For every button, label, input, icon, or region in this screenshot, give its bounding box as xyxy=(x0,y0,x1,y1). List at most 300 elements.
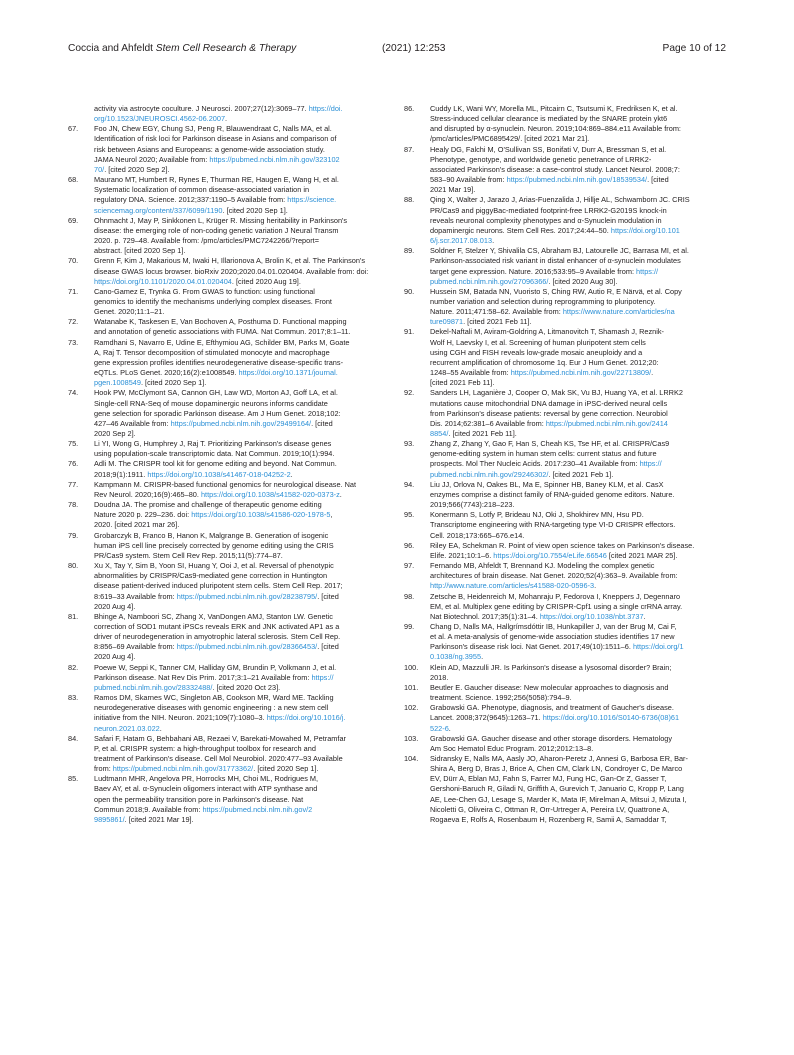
reference-link[interactable]: https://pubmed.ncbi.nlm.nih.gov/31773362/ xyxy=(112,764,254,774)
reference-number: 96. xyxy=(404,540,415,550)
reference-text-run: reveals neuronal complexity phenotypes and α-Synuclein modulation in xyxy=(430,215,662,225)
reference-link[interactable]: neuron.2021.03.022 xyxy=(94,723,160,733)
reference-line xyxy=(430,124,728,134)
reference-line xyxy=(94,206,392,216)
reference-number: 98. xyxy=(404,591,415,601)
reference-text-run: . [cited 2020 Aug 30]. xyxy=(548,276,618,286)
reference-item xyxy=(404,734,728,754)
reference-line xyxy=(430,419,728,429)
reference-line xyxy=(430,510,728,520)
reference-text-run: Rogaeva E, Rolfs A, Rosenbaum H, Rozenberg R, Samii A, Samaddar T, xyxy=(430,814,667,824)
reference-text-run: 2020. p. 729–48. Available from: /pmc/articles/PMC7242266/?report= xyxy=(94,236,320,246)
year-volume: (2021) 12:253 xyxy=(382,43,446,54)
reference-text xyxy=(94,317,392,337)
reference-text-run: regulatory DNA. Science. 2012;337:1190–5 Available from: xyxy=(94,195,288,205)
reference-line xyxy=(94,104,392,114)
reference-text-run: 2020. [cited 2021 mar 26]. xyxy=(94,520,180,530)
reference-item xyxy=(404,287,728,328)
reference-number: 83. xyxy=(68,693,79,703)
reference-text-run: Parkinson's disease risk loci. Nat Genet. 2017;49(10):1511–6. xyxy=(430,642,633,652)
reference-text-run: Transcriptome engineering with RNA-targeting type VI-D CRISPR effectors. xyxy=(430,520,676,530)
reference-line xyxy=(94,470,392,480)
reference-text xyxy=(430,439,728,480)
reference-text-run: Genet. 2020;11:1–21. xyxy=(94,307,165,317)
reference-link[interactable]: https:// xyxy=(311,672,334,682)
reference-text xyxy=(94,439,392,459)
reference-text-run: Klein AD, Mazzulli JR. Is Parkinson's disease a lysosomal disorder? Brain; xyxy=(430,662,672,672)
reference-number: 79. xyxy=(68,530,79,540)
reference-link[interactable]: https://pubmed.ncbi.nlm.nih.gov/323102 xyxy=(209,154,340,164)
reference-line xyxy=(430,571,728,581)
reference-text-run: treatment of Parkinson's disease. Cell Mol Neurobiol. 2020:477–93 Available xyxy=(94,754,343,763)
reference-line xyxy=(94,307,392,317)
reference-text-run: . [cited 2021 Mar 19]. xyxy=(124,814,194,824)
reference-line xyxy=(94,805,392,815)
reference-line xyxy=(94,175,392,185)
reference-text-run: Maurano MT, Humbert R, Rynes E, Thurman RE, Haugen E, Wang H, et al. xyxy=(94,175,339,185)
reference-number: 82. xyxy=(68,662,79,672)
reference-line xyxy=(94,592,392,602)
reference-line xyxy=(430,642,728,652)
page-header xyxy=(68,42,726,56)
reference-text-run: Identification of risk loci for Parkinson disease in Asians and comparison of xyxy=(94,134,337,144)
reference-link[interactable]: https://doi.org/10.1016/S0140-6736(08)61 xyxy=(542,713,680,723)
reference-line xyxy=(94,561,392,571)
reference-text-run: . [cited 2020 Sep 2]. xyxy=(104,164,170,174)
reference-line xyxy=(430,531,728,541)
reference-link[interactable]: pubmed.ncbi.nlm.nih.gov/29246302/ xyxy=(430,469,549,479)
reference-line xyxy=(430,764,728,774)
reference-line xyxy=(94,734,392,744)
reference-text-run: Foo JN, Chew EGY, Chung SJ, Peng R, Blauwendraat C, Nalls MA, et al. xyxy=(94,124,332,134)
reference-number: 76. xyxy=(68,459,79,469)
reference-line xyxy=(430,256,728,266)
reference-item xyxy=(404,104,728,145)
reference-number: 88. xyxy=(404,195,415,205)
reference-text-run: . [cited 2020 Oct 23]. xyxy=(212,682,281,692)
reference-text-run: Watanabe K, Taskesen E, Van Bochoven A, Posthuma D. Functional mapping xyxy=(94,317,347,327)
reference-link[interactable]: https://doi. xyxy=(308,104,343,113)
reference-number: 92. xyxy=(404,388,415,398)
reference-line xyxy=(94,399,392,409)
reference-link[interactable]: https://doi.org/10.1101/2020.04.01.020404 xyxy=(94,276,232,286)
reference-text-run: driver of neurodegeneration in amyotrophic lateral sclerosis. Stem Cell Rep. xyxy=(94,632,341,642)
reference-text xyxy=(94,124,392,175)
reference-text-run: Kampmann M. CRISPR-based functional genomics for neurological disease. Nat xyxy=(94,479,357,489)
reference-text-run: Baev AY, et al. α-Synuclein oligomers interact with ATP synthase and xyxy=(94,784,318,794)
reference-text-run: 583–90 Available from: xyxy=(430,175,507,185)
reference-line xyxy=(430,145,728,155)
reference-number: 72. xyxy=(68,317,79,327)
reference-link[interactable]: https://doi.org/10.7554/eLife.66546 xyxy=(493,550,607,560)
reference-line xyxy=(430,551,728,561)
reference-link[interactable]: https://doi.org/10.1016/j. xyxy=(266,713,346,723)
reference-text xyxy=(430,246,728,287)
reference-text-run: . xyxy=(290,469,293,479)
reference-link[interactable]: https://pubmed.ncbi.nlm.nih.gov/28366453/ xyxy=(176,642,318,652)
reference-number: 84. xyxy=(68,733,79,743)
reference-item xyxy=(68,561,392,612)
reference-line xyxy=(94,287,392,297)
reference-text-run: 2019;566(7743):218–223. xyxy=(430,500,515,510)
reference-link[interactable]: 522-6 xyxy=(430,723,449,733)
reference-text-run: dopaminergic neurons. Stem Cell Res. 2017;24:44–50. xyxy=(430,225,611,235)
reference-link[interactable]: ture09871 xyxy=(430,317,464,327)
reference-text xyxy=(94,459,392,479)
reference-line xyxy=(430,815,728,825)
reference-line xyxy=(94,267,392,277)
reference-text xyxy=(430,561,728,591)
reference-link[interactable]: https://www.nature.com/articles/na xyxy=(562,307,675,317)
reference-text-run: 2021 Mar 19]. xyxy=(430,185,476,195)
reference-text-run: Elife. 2021;10:1–6. xyxy=(430,550,494,560)
reference-number: 85. xyxy=(68,774,79,784)
reference-text-run: abstract. [cited 2020 Sep 1]. xyxy=(94,246,186,256)
reference-link[interactable]: https://doi.org/1 xyxy=(632,642,684,652)
reference-text-run: target gene expression. Nature. 2016;533:95–9 Available from: xyxy=(430,266,637,276)
reference-line xyxy=(94,195,392,205)
reference-link[interactable]: https://doi.org/10.1038/s41467-018-04252-2 xyxy=(147,469,291,479)
reference-link[interactable]: http://www.nature.com/articles/s41588-020-0596-3 xyxy=(430,581,595,591)
reference-link[interactable]: https://pubmed.ncbi.nlm.nih.gov/22713809/ xyxy=(510,368,652,378)
reference-number: 70. xyxy=(68,256,79,266)
reference-text-run: . [cited 2020 Sep 1]. xyxy=(253,764,319,774)
reference-text-run: disease GWAS locus browser. bioRxiv 2020;2020.04.01.020404. Available from: doi: xyxy=(94,266,369,276)
reference-number: 78. xyxy=(68,500,79,510)
reference-line xyxy=(94,236,392,246)
reference-line xyxy=(430,795,728,805)
reference-link[interactable]: org/10.1523/JNEUROSCI.4562-06.2007 xyxy=(94,114,226,124)
reference-text-run: . [cited 2021 Feb 11]. xyxy=(463,317,532,327)
reference-item xyxy=(68,734,392,775)
reference-line xyxy=(94,632,392,642)
reference-link[interactable]: pgen.1008549 xyxy=(94,378,141,388)
reference-line xyxy=(94,409,392,419)
reference-text-run: correction of SOD1 mutant iPSCs reveals ERK and JNK activated AP1 as a xyxy=(94,621,340,631)
reference-number: 89. xyxy=(404,246,415,256)
reference-text-run: Bhinge A, Namboori SC, Zhang X, VanDongen AMJ, Stanton LW. Genetic xyxy=(94,611,333,621)
reference-item xyxy=(404,195,728,246)
reference-text-run: Grabowski GA. Gaucher disease and other storage disorders. Hematology xyxy=(430,733,673,743)
reference-text-run: . [cited xyxy=(317,642,339,652)
reference-line xyxy=(94,134,392,144)
reference-line xyxy=(430,409,728,419)
reference-line xyxy=(94,246,392,256)
reference-text-run: JAMA Neurol 2020; Available from: xyxy=(94,154,210,164)
reference-text-run: gene expression profiles identifies neurodegenerative disease-specific trans- xyxy=(94,357,344,367)
reference-item xyxy=(68,256,392,286)
reference-link[interactable]: https://pubmed.ncbi.nlm.nih.gov/18539534/ xyxy=(506,175,648,185)
reference-line xyxy=(430,612,728,622)
reference-link[interactable]: https://pubmed.ncbi.nlm.nih.gov/28238795/ xyxy=(176,591,318,601)
reference-line xyxy=(94,622,392,632)
reference-text-run: Soldner F, Stelzer Y, Shivalila CS, Abraham BJ, Latourelle JC, Barrasa MI, et al. xyxy=(430,246,689,256)
reference-number: 68. xyxy=(68,175,79,185)
reference-item xyxy=(404,541,728,561)
reference-text-run: [cited 2021 MAR 25]. xyxy=(606,550,678,560)
reference-item xyxy=(404,510,728,540)
reference-line xyxy=(430,236,728,246)
reference-line xyxy=(430,378,728,388)
reference-text-run: genomics to identify the mechanisms underlying complex diseases. Front xyxy=(94,296,332,306)
reference-text-run: Poewe W, Seppi K, Tanner CM, Halliday GM, Brundin P, Volkmann J, et al. xyxy=(94,662,337,672)
reference-text xyxy=(430,663,728,683)
reference-item xyxy=(404,480,728,510)
reference-item xyxy=(68,480,392,500)
reference-text-run: Riley EA, Schekman R. Point of view open science takes on Parkinson's disease. xyxy=(430,540,695,550)
reference-line xyxy=(430,470,728,480)
reference-line xyxy=(94,327,392,337)
reference-line xyxy=(430,297,728,307)
reference-item xyxy=(404,703,728,733)
reference-line xyxy=(430,449,728,459)
reference-text-run: Zetsche B, Heidenreich M, Mohanraju P, Fedorova I, Kneppers J, Degennaro xyxy=(430,591,681,601)
reference-item xyxy=(68,439,392,459)
reference-item xyxy=(68,612,392,663)
reference-item xyxy=(404,439,728,480)
reference-link[interactable]: pubmed.ncbi.nlm.nih.gov/28332488/ xyxy=(94,682,213,692)
reference-line xyxy=(94,216,392,226)
reference-text-run: disease patient-derived induced pluripotent stem cells. Stem Cell Rep. 2017; xyxy=(94,581,343,591)
reference-line xyxy=(94,277,392,287)
reference-text-run: . [cited 2021 Feb 11]. xyxy=(448,429,517,438)
reference-text xyxy=(94,500,392,530)
reference-text-run: Dis. 2014;62:381–6 Available from: xyxy=(430,418,546,428)
reference-line xyxy=(94,784,392,794)
reference-line xyxy=(430,459,728,469)
reference-item xyxy=(68,338,392,389)
reference-number: 100. xyxy=(404,662,419,672)
reference-line xyxy=(430,287,728,297)
reference-line xyxy=(430,683,728,693)
reference-link[interactable]: https://doi.org/10.1038/s41582-020-0373-z xyxy=(200,489,340,499)
reference-line xyxy=(94,378,392,388)
reference-number xyxy=(68,104,94,124)
reference-line xyxy=(94,795,392,805)
reference-line xyxy=(430,602,728,612)
reference-text xyxy=(430,480,728,510)
reference-line xyxy=(94,155,392,165)
reference-line xyxy=(430,368,728,378)
reference-text-run: Cano-Gamez E, Trynka G. From GWAS to function: using functional xyxy=(94,286,315,296)
reference-text xyxy=(94,104,392,124)
reference-link[interactable]: https://doi.org/10.1038/nbt.3737 xyxy=(539,611,644,621)
reference-line xyxy=(94,683,392,693)
reference-link[interactable]: https://doi.org/10.101 xyxy=(610,225,680,235)
reference-link[interactable]: 8854/ xyxy=(430,429,449,438)
reference-text-run: Chang D, Nalls MA, Hallgrímsdóttir IB, Hunkapiller J, van der Brug M, Cai F, xyxy=(430,621,677,631)
reference-text-run: Fernando MB, Ahfeldt T, Brennand KJ. Modeling the complex genetic xyxy=(430,561,655,571)
reference-text xyxy=(94,338,392,389)
reference-text-run: . [cited 2020 Sep 1]. xyxy=(140,378,207,388)
reference-number: 101. xyxy=(404,682,419,692)
reference-line xyxy=(430,713,728,723)
reference-item xyxy=(404,561,728,591)
reference-line xyxy=(94,338,392,348)
reference-text xyxy=(430,541,728,561)
reference-text-run: recurrent amplification of chromosome 1q. Eur J Hum Genet. 2012;20: xyxy=(430,357,659,367)
reference-text-run: Am Soc Hematol Educ Program. 2012;2012:13–8. xyxy=(430,743,594,753)
reference-link[interactable]: https:// xyxy=(636,266,659,276)
reference-text-run: eQTLs. PLoS Genet. 2020;16(2):e1008549. xyxy=(94,368,239,378)
reference-line xyxy=(430,439,728,449)
reference-text-run: PR/Cas9 system. Stem Cell Rev Rep. 2015;11(5):774–87. xyxy=(94,550,283,560)
reference-line xyxy=(430,663,728,673)
journal-name: Stem Cell Research & Therapy xyxy=(155,43,297,54)
reference-line xyxy=(94,602,392,612)
reference-text xyxy=(94,531,392,561)
reference-line xyxy=(94,185,392,195)
reference-line xyxy=(430,581,728,591)
reference-item xyxy=(68,459,392,479)
reference-line xyxy=(94,459,392,469)
reference-text-run: 8:856–69 Available from: xyxy=(94,642,177,652)
reference-text-run: Grabowski GA. Phenotype, diagnosis, and treatment of Gaucher's disease. xyxy=(430,703,674,713)
reference-line xyxy=(94,703,392,713)
reference-item xyxy=(68,774,392,825)
reference-text-run: from Parkinson's disease patients: reversal by gene correction. Neurobiol xyxy=(430,408,668,418)
reference-text-run: 1248–55 Available from: xyxy=(430,368,511,378)
reference-item xyxy=(404,592,728,622)
reference-line xyxy=(430,652,728,662)
reference-text-run: EM, et al. Multiplex gene editing by CRISPR-Cpf1 using a single crRNA array. xyxy=(430,601,683,611)
reference-link[interactable]: https://doi.org/10.1371/journal. xyxy=(238,368,338,378)
reference-text-run: Single-cell RNA-Seq of mouse dopaminergic neurons informs candidate xyxy=(94,398,328,408)
reference-text xyxy=(430,104,728,145)
reference-text-run: Konermann S, Lotfy P, Brideau NJ, Oki J, Shokhirev MN, Hsu PD. xyxy=(430,510,644,520)
reference-line xyxy=(430,673,728,683)
reference-item xyxy=(68,663,392,693)
reference-text-run: Wolf H, Laevsky I, et al. Screening of human pluripotent stem cells xyxy=(430,337,646,347)
reference-line xyxy=(94,531,392,541)
reference-link[interactable]: https:// xyxy=(639,459,662,469)
reference-line xyxy=(94,317,392,327)
reference-line xyxy=(430,226,728,236)
reference-line xyxy=(430,724,728,734)
reference-line xyxy=(430,693,728,703)
reference-text-run: . xyxy=(159,723,162,733)
reference-text xyxy=(430,327,728,388)
reference-line xyxy=(94,551,392,561)
reference-line xyxy=(430,541,728,551)
reference-line xyxy=(430,490,728,500)
reference-text-run: Safari F, Hatam G, Behbahani AB, Rezaei V, Barekati-Mowahed M, Petramfar xyxy=(94,733,346,743)
reference-line xyxy=(430,185,728,195)
reference-link[interactable]: https://pubmed.ncbi.nlm.nih.gov/2414 xyxy=(545,418,668,428)
reference-link[interactable]: https://pubmed.ncbi.nlm.nih.gov/2 xyxy=(202,804,313,814)
reference-item xyxy=(68,500,392,530)
reference-link[interactable]: 70/ xyxy=(94,164,105,174)
reference-text-run: . [cited xyxy=(311,418,333,428)
reference-text-run: number variation and selection during reprogramming to pluripotency. xyxy=(430,296,656,306)
reference-number: 73. xyxy=(68,337,79,347)
reference-text xyxy=(94,774,392,825)
reference-line xyxy=(94,256,392,266)
reference-line xyxy=(94,114,392,124)
reference-text-run: , xyxy=(330,510,333,520)
reference-text-run: abnormalities by CRISPR/Cas9-mediated gene correction in Huntington xyxy=(94,571,328,581)
reference-text-run: Ramdhani S, Navarro E, Udine E, Efthymiou AG, Schilder BM, Parks M, Goate xyxy=(94,337,350,347)
reference-item xyxy=(404,754,728,825)
reference-text-run: Dekel-Naftali M, Aviram-Goldring A, Litmanovitch T, Shamash J, Reznik- xyxy=(430,327,664,337)
reference-link[interactable]: 9895861/ xyxy=(94,814,125,824)
reference-item xyxy=(404,683,728,703)
reference-text-run: . [cited xyxy=(647,175,669,185)
reference-line xyxy=(430,327,728,337)
reference-text-run: [cited 2021 Feb 11]. xyxy=(430,378,495,388)
reference-number: 87. xyxy=(404,144,415,154)
reference-item xyxy=(68,693,392,734)
reference-line xyxy=(94,754,392,764)
reference-line xyxy=(430,734,728,744)
reference-text-run: open the permeability transition pore in Parkinson's disease. Nat xyxy=(94,794,304,804)
reference-text-run: activity via astrocyte coculture. J Neurosci. 2007;27(12):3069–77. xyxy=(94,104,309,113)
reference-link[interactable]: https://science. xyxy=(287,195,337,205)
reference-link[interactable]: https://pubmed.ncbi.nlm.nih.gov/29499164/ xyxy=(170,418,312,428)
reference-text-run: . xyxy=(448,723,451,733)
reference-link[interactable]: 6/j.scr.2017.08.013 xyxy=(430,236,493,246)
reference-text-run: Doudna JA. The promise and challenge of therapeutic genome editing xyxy=(94,500,322,510)
reference-item xyxy=(68,388,392,439)
reference-text xyxy=(430,388,728,439)
reference-link[interactable]: 0.1038/ng.3955 xyxy=(430,652,482,662)
reference-text xyxy=(94,663,392,693)
reference-item xyxy=(68,531,392,561)
reference-line xyxy=(94,490,392,500)
reference-text xyxy=(430,592,728,622)
reference-line xyxy=(94,500,392,510)
reference-item xyxy=(68,216,392,257)
reference-number: 102. xyxy=(404,703,419,713)
reference-text-run: . xyxy=(225,114,228,124)
reference-text-run: 8:619–33 Available from: xyxy=(94,591,177,601)
reference-text-run: Grenn F, Kim J, Makarious M, Iwaki H, Illarionova A, Brolin K, et al. The Parkinson's xyxy=(94,256,366,266)
reference-text-run: . [cited 2020 Sep 1]. xyxy=(222,205,288,215)
reference-line xyxy=(94,439,392,449)
reference-item xyxy=(404,327,728,388)
reference-link[interactable]: pubmed.ncbi.nlm.nih.gov/27096366/ xyxy=(430,276,549,286)
reference-line xyxy=(94,388,392,398)
reference-text-run: . xyxy=(492,236,495,246)
reference-text-run: AE, Lee-Chen GJ, Lesage S, Marder K, Mata IF, Mirelman A, Mitsui J, Mizuta I, xyxy=(430,794,687,804)
reference-line xyxy=(94,358,392,368)
reference-text-run: Nature. 2011;471:58–62. Available from: xyxy=(430,307,563,317)
reference-line xyxy=(430,134,728,144)
reference-line xyxy=(94,165,392,175)
reference-line xyxy=(94,368,392,378)
reference-line xyxy=(430,338,728,348)
reference-text-run: treatment. Science. 1992;256(5058):794–9. xyxy=(430,693,572,703)
reference-item xyxy=(404,388,728,439)
reference-text xyxy=(430,510,728,540)
reference-line xyxy=(94,520,392,530)
reference-text xyxy=(94,561,392,612)
reference-link[interactable]: https://doi.org/10.1038/s41586-020-1978-5 xyxy=(191,510,331,520)
reference-text-run: 2018. xyxy=(430,672,449,682)
reference-line xyxy=(94,713,392,723)
reference-line xyxy=(94,724,392,734)
reference-item xyxy=(404,622,728,663)
reference-text-run: . xyxy=(643,611,646,621)
reference-line xyxy=(94,348,392,358)
reference-line xyxy=(430,500,728,510)
reference-text-run: . [cited 2020 Aug 19]. xyxy=(231,276,301,286)
reference-text-run: P, et al. CRISPR system: a high-throughput toolbox for research and xyxy=(94,743,316,753)
reference-line xyxy=(94,652,392,662)
reference-link[interactable]: sciencemag.org/content/337/6099/1190 xyxy=(94,205,223,215)
reference-text-run: Nat Biotechnol. 2017;35(1):31–4. xyxy=(430,611,540,621)
reference-text-run: genome-editing system in human stem cells: current status and future xyxy=(430,449,657,459)
